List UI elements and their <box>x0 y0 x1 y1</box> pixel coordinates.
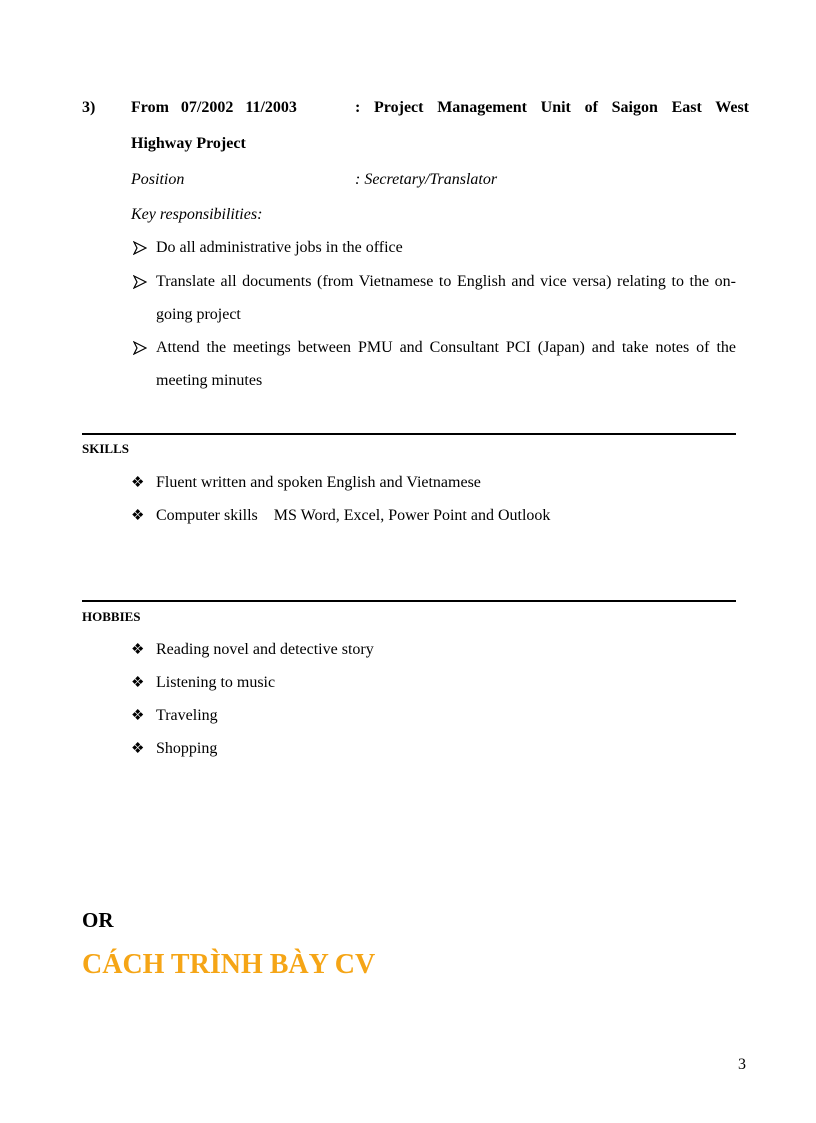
diamond-bullet-icon: ❖ <box>131 741 145 757</box>
diamond-bullet-icon: ❖ <box>131 642 145 658</box>
diamond-bullet-icon: ❖ <box>131 475 145 491</box>
responsibility-item-continued: going project <box>156 306 241 323</box>
hobbies-title: HOBBIES <box>82 609 141 624</box>
experience-organization-continued: Highway Project <box>131 135 246 152</box>
diamond-bullet-icon: ❖ <box>131 508 145 524</box>
responsibility-item: Translate all documents (from Vietnamese to English and vice versa) relating to the on- <box>156 273 736 290</box>
cv-heading: CÁCH TRÌNH BÀY CV <box>82 949 376 980</box>
hobby-item: Traveling <box>156 707 218 724</box>
responsibility-item-continued: meeting minutes <box>156 372 263 389</box>
position-value: : Secretary/Translator <box>355 171 498 188</box>
section-divider <box>82 600 736 602</box>
section-divider <box>82 433 736 435</box>
skills-title: SKILLS <box>82 441 129 456</box>
position-label: Position <box>131 171 185 188</box>
experience-dates: From 07/2002 11/2003 <box>131 99 297 116</box>
or-separator-text: OR <box>82 908 114 932</box>
experience-organization: : Project Management Unit of Saigon East West <box>355 99 749 116</box>
key-responsibilities-label: Key responsibilities: <box>131 206 263 223</box>
skill-item: Fluent written and spoken English and Vietnamese <box>156 474 481 491</box>
responsibility-item: Attend the meetings between PMU and Consultant PCI (Japan) and take notes of the <box>156 339 736 356</box>
experience-number: 3) <box>82 99 96 116</box>
arrow-bullet-icon <box>133 341 147 355</box>
diamond-bullet-icon: ❖ <box>131 675 145 691</box>
hobby-item: Listening to music <box>156 674 276 691</box>
hobby-item: Reading novel and detective story <box>156 641 374 658</box>
responsibility-item: Do all administrative jobs in the office <box>156 239 403 256</box>
page-number: 3 <box>738 1056 746 1073</box>
hobby-item: Shopping <box>156 740 218 757</box>
arrow-bullet-icon <box>133 275 147 289</box>
diamond-bullet-icon: ❖ <box>131 708 145 724</box>
arrow-bullet-icon <box>133 241 147 255</box>
skill-item: Computer skills MS Word, Excel, Power Point and Outlook <box>156 507 551 524</box>
